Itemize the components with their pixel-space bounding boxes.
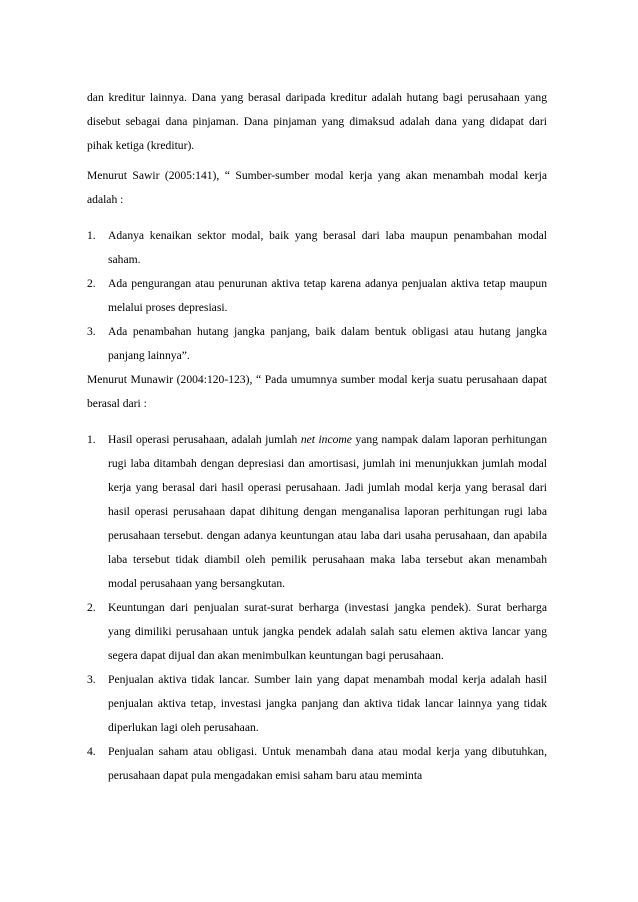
list-item <box>87 272 547 320</box>
list-item-text: Ada pengurangan atau penurunan aktiva tetap karena adanya penjualan aktiva tetap maupun melalui proses depresiasi. <box>108 277 547 314</box>
list-item-text-after: yang nampak dalam laporan perhitungan rugi laba ditambah dengan depresiasi dan amortisasi, jumlah ini menunjukkan jumlah modal kerja yang berasal dari hasil operasi perusahaan. Jadi jumlah modal kerja yang berasal dari hasil operasi perusahaan dapat dihitung dengan menganalisa laporan perhitungan rugi laba perusahaan tersebut. dengan adanya keuntungan atau laba dari usaha perusahaan, dan apabila laba tersebut tidak diambil oleh pemilik perusahaan maka laba tersebut akan menambah modal perusahaan yang bersangkutan. <box>108 433 547 590</box>
list-item <box>87 668 547 740</box>
list-item-number: 1. <box>87 229 96 242</box>
list-item <box>87 428 547 596</box>
munawir-source-list <box>87 428 547 788</box>
list-item-number: 3. <box>87 325 96 338</box>
list-item <box>87 740 547 788</box>
list-item-text: Adanya kenaikan sektor modal, baik yang berasal dari laba maupun penambahan modal saham. <box>108 229 547 266</box>
intro-paragraph-2: Menurut Sawir (2005:141), “ Sumber-sumber modal kerja yang akan menambah modal kerja adalah : <box>87 169 547 206</box>
list-item-text <box>108 433 547 590</box>
sawir-source-list <box>87 224 547 368</box>
munawir-paragraph: Menurut Munawir (2004:120-123), “ Pada umumnya sumber modal kerja suatu perusahaan dapat berasal dari : <box>87 373 547 410</box>
list-item-number: 3. <box>87 673 96 686</box>
list-item-text: Penjualan saham atau obligasi. Untuk menambah dana atau modal kerja yang dibutuhkan, perusahaan dapat pula mengadakan emisi saham baru atau meminta <box>108 745 547 782</box>
list-item <box>87 596 547 668</box>
list-item <box>87 320 547 368</box>
list-item-number: 4. <box>87 745 96 758</box>
list-item-text-before: Hasil operasi perusahaan, adalah jumlah <box>108 433 301 446</box>
list-item <box>87 224 547 272</box>
document-page <box>87 86 547 788</box>
list-item-text: Penjualan aktiva tidak lancar. Sumber lain yang dapat menambah modal kerja adalah hasil penjualan aktiva tetap, investasi jangka panjang dan aktiva tidak lancar lainnya yang tidak diperlukan lagi oleh perusahaan. <box>108 673 547 734</box>
intro-paragraph-1: dan kreditur lainnya. Dana yang berasal daripada kreditur adalah hutang bagi perusahaan yang disebut sebagai dana pinjaman. Dana pinjaman yang dimaksud adalah dana yang didapat dari pihak ketiga (kreditur). <box>87 91 547 152</box>
net-income-term: net income <box>300 433 352 446</box>
list-item-number: 2. <box>87 277 96 290</box>
list-item-number: 1. <box>87 433 96 446</box>
list-item-number: 2. <box>87 601 96 614</box>
list-item-text: Ada penambahan hutang jangka panjang, baik dalam bentuk obligasi atau hutang jangka panjang lainnya”. <box>108 325 547 362</box>
list-item-text: Keuntungan dari penjualan surat-surat berharga (investasi jangka pendek). Surat berharga yang dimiliki perusahaan untuk jangka pendek adalah salah satu elemen aktiva lancar yang segera dapat dijual dan akan menimbulkan keuntungan bagi perusahaan. <box>108 601 547 662</box>
